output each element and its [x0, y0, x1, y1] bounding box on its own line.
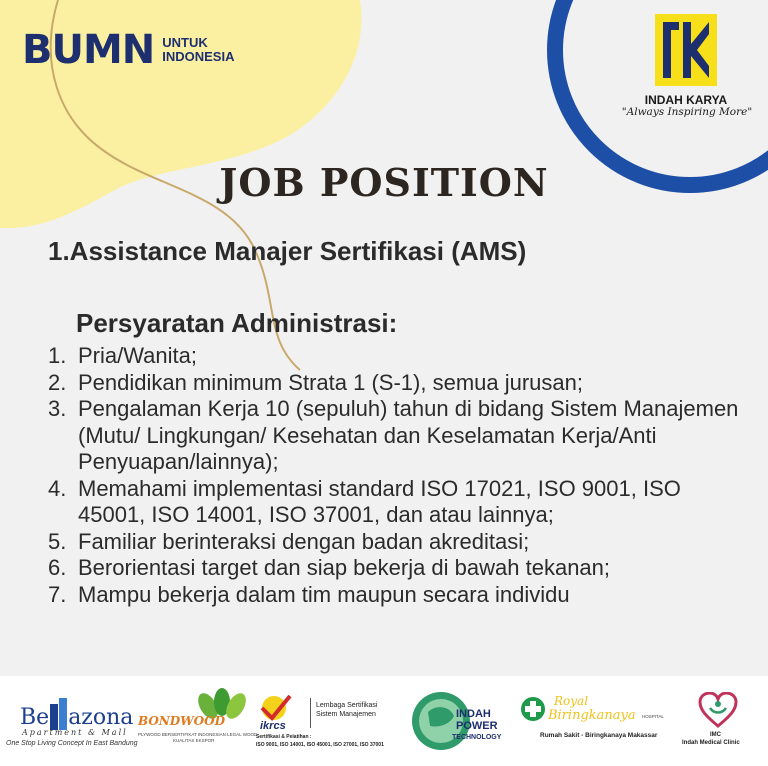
building-icon [59, 698, 67, 730]
divider [310, 698, 311, 728]
imc-logo: IMC Indah Medical Clinic [672, 692, 764, 756]
bumn-logo [22, 27, 235, 73]
medical-cross-icon [520, 696, 546, 722]
check-icon [254, 694, 294, 722]
list-item: 5. Familiar berinteraksi dengan badan akreditasi; [48, 528, 530, 554]
ikrcs-logo: ikrcs Lembaga Sertifikasi Sistem Manajemen Sertifikasi & Pelatihan : ISO 9001, ISO 14001, ISO 45001, ISO 27001, ISO 37001 [252, 694, 397, 754]
footer-logos [0, 676, 768, 766]
building-icon [50, 704, 58, 730]
indah-power-logo: INDAH POWER TECHNOLOGY [410, 690, 514, 754]
list-item: 2. Pendidikan minimum Strata 1 (S-1), semua jurusan; [48, 369, 583, 395]
bellazona-logo: Be azona Apartment & Mall One Stop Living Concept In East Bandung [6, 694, 136, 754]
page-title: JOB POSITION [219, 160, 549, 205]
bumn-tagline: UNTUK INDONESIA [162, 35, 235, 64]
royal-hospital-logo: Royal Biringkanaya HOSPITAL Rumah Sakit - Biringkanaya Makassar [520, 694, 670, 750]
requirements-list [48, 343, 748, 608]
list-item: 3. Pengalaman Kerja 10 (sepuluh) tahun di bidang Sistem Manajemen (Mutu/ Lingkungan/ Kesehatan dan Keselamatan Kerja/Anti Penyuapan/lainnya); [48, 396, 739, 474]
requirements-heading: Persyaratan Administrasi: [76, 308, 398, 338]
list-item: 4. Memahami implementasi standard ISO 17021, ISO 9001, ISO 45001, ISO 14001, ISO 37001, dan atau lainnya; [48, 475, 681, 527]
indah-karya-slogan: "Always Inspiring More" [621, 106, 753, 118]
bondwood-logo: BONDWOOD PLYWOOD BERSERTIFIKAT INDONESIAN LEGAL WOOD KUALITAS EKSPOR [138, 688, 250, 748]
list-item: 6. Berorientasi target dan siap bekerja di bawah tekanan; [48, 555, 611, 580]
list-item: 1. Pria/Wanita; [48, 343, 198, 368]
bumn-wordmark: BUMN [22, 27, 155, 73]
list-item: 7. Mampu bekerja dalam tim maupun secara individu [48, 581, 570, 607]
indah-karya-name: INDAH KARYA [644, 93, 728, 107]
indah-karya-logo-icon [655, 14, 717, 86]
job-position-title: 1.Assistance Manajer Sertifikasi (AMS) [48, 236, 527, 266]
heart-icon [698, 692, 738, 728]
